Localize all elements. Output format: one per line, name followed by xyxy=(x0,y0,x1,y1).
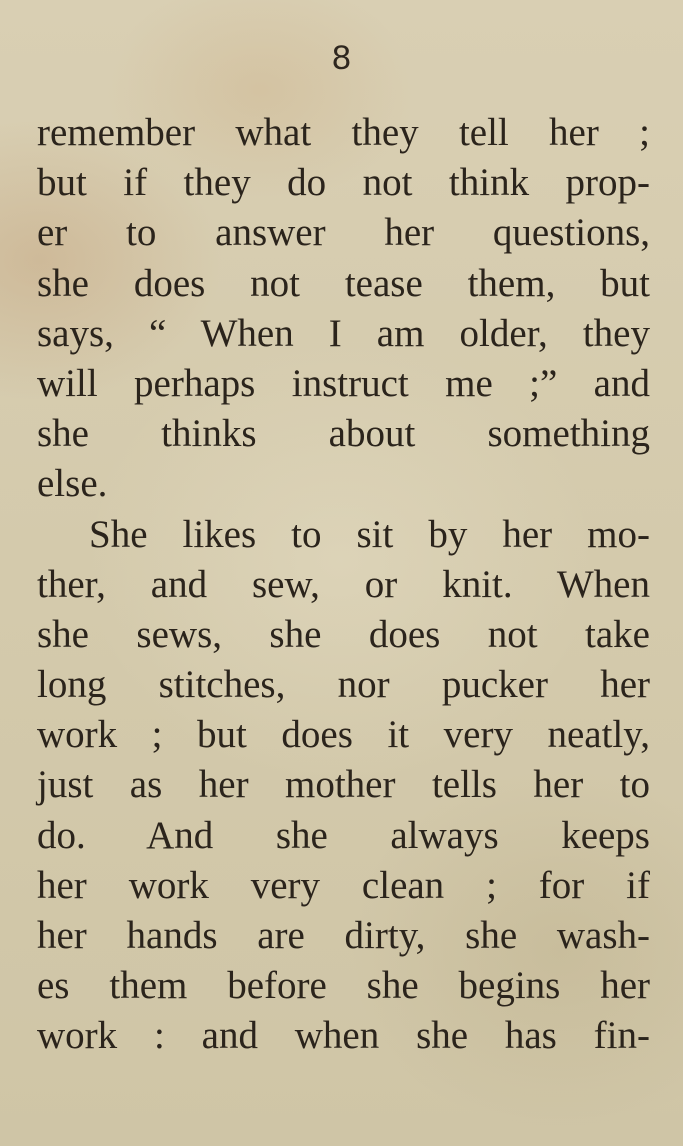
text-line: says, “ When I am older, they xyxy=(37,311,650,355)
text-line: er to answer her questions, xyxy=(37,211,650,255)
text-line: she does not tease them, but xyxy=(37,261,650,305)
text-line: long stitches, nor pucker her xyxy=(37,663,650,707)
text-line: do. And she always keeps xyxy=(37,813,650,857)
text-line: her work very clean ; for if xyxy=(37,863,650,907)
text-line: work : and when she has fin- xyxy=(37,1014,650,1058)
paragraph-start-line: She likes to sit by her mo- xyxy=(89,512,650,556)
text-line: work ; but does it very neatly, xyxy=(37,713,650,757)
text-line: remember what they tell her ; xyxy=(37,111,650,154)
text-line: just as her mother tells her to xyxy=(37,763,650,807)
text-line: ther, and sew, or knit. When xyxy=(37,562,650,606)
body-text xyxy=(37,108,650,1062)
text-line: she sews, she does not take xyxy=(37,612,650,656)
text-line: her hands are dirty, she wash- xyxy=(37,914,650,957)
text-line: es them before she begins her xyxy=(37,964,650,1008)
page-number: 8 xyxy=(332,39,351,77)
text-line: will perhaps instruct me ;” and xyxy=(37,361,650,405)
text-line: but if they do not think prop- xyxy=(37,161,650,205)
text-line: she thinks about something xyxy=(37,412,650,456)
text-line: else. xyxy=(37,462,108,506)
